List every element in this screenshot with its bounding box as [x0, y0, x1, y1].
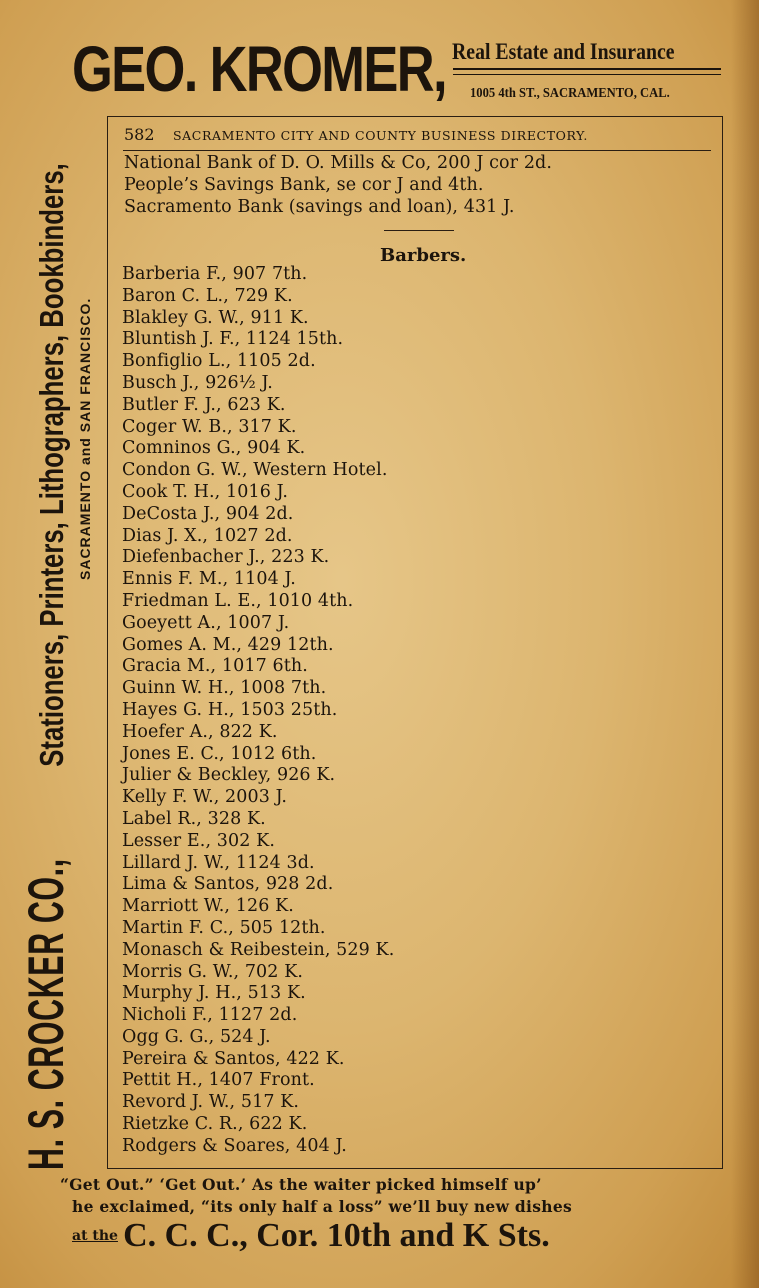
list-item: Jones E. C., 1012 6th. [122, 743, 317, 764]
list-item: Bonfiglio L., 1105 2d. [122, 351, 316, 372]
header-address: 1005 4th ST., SACRAMENTO, CAL. [470, 86, 670, 101]
page-running-head [124, 124, 714, 146]
list-item: Condon G. W., Western Hotel. [122, 460, 388, 481]
list-item: Gracia M., 1017 6th. [122, 656, 308, 677]
list-item: Lillard J. W., 1124 3d. [122, 852, 315, 873]
list-item: Hoefer A., 822 K. [122, 721, 278, 742]
footer-store-line [72, 1214, 712, 1258]
running-head-rule [123, 150, 711, 151]
list-item: Butler F. J., 623 K. [122, 394, 286, 415]
list-item: Coger W. B., 317 K. [122, 416, 297, 437]
list-item: Martin F. C., 505 12th. [122, 917, 326, 938]
list-item: DeCosta J., 904 2d. [122, 503, 294, 524]
list-item: People’s Savings Bank, se cor J and 4th. [124, 174, 484, 195]
header-company-name: GEO. KROMER, [72, 33, 446, 105]
side-company-name: H. S. CROCKER CO., [18, 858, 74, 1170]
list-item: Cook T. H., 1016 J. [122, 481, 289, 502]
side-locations: SACRAMENTO and SAN FRANCISCO. [77, 297, 93, 580]
footer-store-name: C. C. C., Cor. 10th and K Sts. [123, 1217, 550, 1254]
list-item: Lesser E., 302 K. [122, 830, 275, 851]
list-item: Sacramento Bank (savings and loan), 431 J. [124, 196, 515, 217]
list-item: Ogg G. G., 524 J. [122, 1026, 271, 1047]
header-rule-thin [453, 74, 721, 75]
list-item: Friedman L. E., 1010 4th. [122, 590, 354, 611]
list-item: Nicholi F., 1127 2d. [122, 1005, 298, 1026]
section-heading: Barbers. [380, 245, 467, 266]
side-trades: Stationers, Printers, Lithographers, Bookbinders, [33, 163, 70, 767]
section-rule [384, 230, 454, 231]
running-title: SACRAMENTO CITY AND COUNTY BUSINESS DIRECTORY. [173, 128, 588, 143]
list-item: Baron C. L., 729 K. [122, 285, 293, 306]
list-item: Diefenbacher J., 223 K. [122, 547, 330, 568]
list-item: Julier & Beckley, 926 K. [122, 765, 336, 786]
list-item: Morris G. W., 702 K. [122, 961, 304, 982]
list-item: Guinn W. H., 1008 7th. [122, 678, 327, 699]
footer-at-the: at the [72, 1228, 118, 1244]
list-item: Gomes A. M., 429 12th. [122, 634, 334, 655]
list-item: Rodgers & Soares, 404 J. [122, 1135, 347, 1156]
list-item: Pettit H., 1407 Front. [122, 1070, 315, 1091]
list-item: Pereira & Santos, 422 K. [122, 1048, 345, 1069]
header-rule [453, 68, 721, 70]
list-item: Comninos G., 904 K. [122, 438, 306, 459]
list-item: Monasch & Reibestein, 529 K. [122, 939, 395, 960]
list-item: Rietzke C. R., 622 K. [122, 1114, 308, 1135]
list-item: Ennis F. M., 1104 J. [122, 569, 296, 590]
list-item: Blakley G. W., 911 K. [122, 307, 309, 328]
list-item: Label R., 328 K. [122, 808, 266, 829]
footer-line-1: “Get Out.” ‘Get Out.’ As the waiter picked himself up’ [60, 1175, 542, 1194]
list-item: Murphy J. H., 513 K. [122, 983, 306, 1004]
list-item: Lima & Santos, 928 2d. [122, 874, 334, 895]
list-item: Marriott W., 126 K. [122, 896, 294, 917]
list-item: National Bank of D. O. Mills & Co, 200 J cor 2d. [124, 153, 553, 173]
list-item: Bluntish J. F., 1124 15th. [122, 329, 344, 350]
frame-top-rule [107, 116, 722, 117]
bank-entries [124, 153, 704, 218]
page-number: 582 [124, 125, 155, 144]
page-edge-shadow [731, 0, 759, 1288]
header-business-type: Real Estate and Insurance [452, 39, 675, 64]
list-item: Hayes G. H., 1503 25th. [122, 699, 338, 720]
list-item: Kelly F. W., 2003 J. [122, 787, 288, 808]
list-item: Barberia F., 907 7th. [122, 264, 308, 284]
list-item: Revord J. W., 517 K. [122, 1092, 300, 1113]
list-item: Busch J., 926½ J. [122, 372, 273, 393]
list-item: Goeyett A., 1007 J. [122, 612, 290, 633]
footer-line-2: he exclaimed, “its only half a loss” we’ll buy new dishes [72, 1197, 573, 1216]
list-item: Dias J. X., 1027 2d. [122, 525, 293, 546]
barbers-list [122, 264, 702, 1158]
side-advertisement [20, 40, 72, 1170]
